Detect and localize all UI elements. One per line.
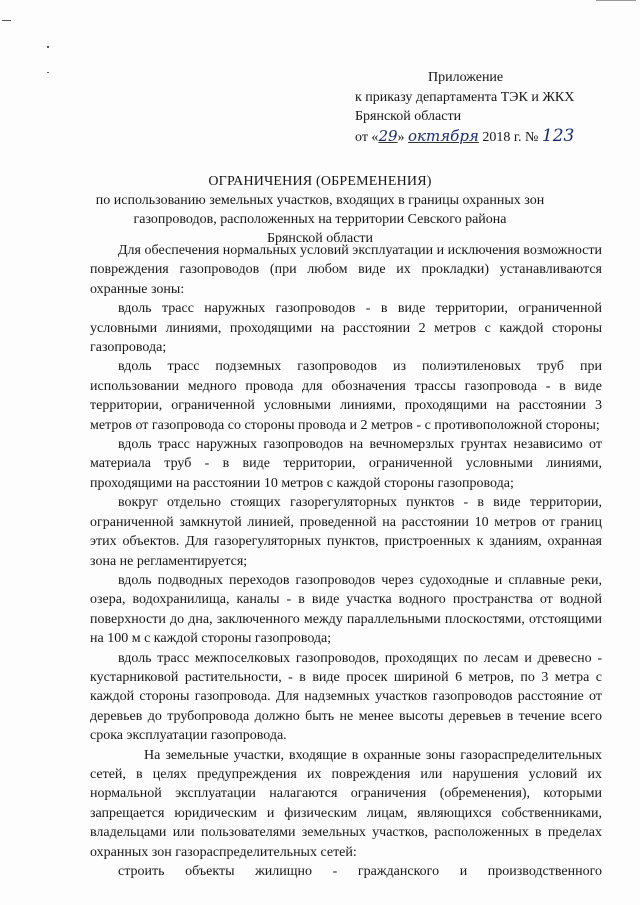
- document-body: [90, 241, 602, 881]
- paragraph-zone-underwater: вдоль подводных переходов газопроводов через судоходные и сплавные реки, озера, водохранилища, каналы - в виде участка водного пространства от водной поверхности до дна, заключенного между параллельными плоскостями, отстоящими на 100 м с каждой стороны газопровода;: [90, 572, 602, 647]
- paragraph-zone-underground: вдоль трасс подземных газопроводов из полиэтиленовых труб при использовании медного провода для обозначения трассы газопровода - в виде территории, ограниченной условными линиями, проходящими на расстоянии 3 метров от газопровода со стороны провода и 2 метров - с противоположной стороны;: [90, 359, 602, 433]
- date-year: 2018 г. №: [482, 129, 539, 145]
- title-line: газопроводов, расположенных на территории Севского района: [133, 212, 507, 227]
- title-line: по использованию земельных участков, входящих в границы охранных зон: [95, 193, 545, 208]
- date-day: 29: [378, 126, 398, 145]
- paragraph-zone-permafrost: вдоль трасс наружных газопроводов на вечномерзлых грунтах независимо от материала труб - в виде территории, ограниченной условными линиями, проходящими на расстоянии 10 метров с каждой стороны газопровода;: [90, 437, 602, 491]
- title-heading: ОГРАНИЧЕНИЯ (ОБРЕМЕНЕНИЯ): [208, 174, 432, 189]
- document-title: [0, 172, 640, 248]
- approval-block: [355, 68, 574, 147]
- scan-mark: [2, 20, 11, 21]
- paragraph-restriction-item: строить объекты жилищно - гражданского и производственного: [118, 864, 602, 879]
- scan-mark: [47, 72, 49, 73]
- scan-mark: [47, 46, 49, 48]
- order-number: 123: [541, 125, 575, 146]
- paragraph-zone-outdoor: вдоль трасс наружных газопроводов - в виде территории, ограниченной условными линиями, проходящими на расстоянии 2 метров с каждой стороны газопровода;: [90, 301, 602, 356]
- paragraph-intro: Для обеспечения нормальных условий эксплуатации и исключения возможности повреждения газопроводов (при любом виде их прокладки) устанавливаются охранные зоны:: [90, 243, 602, 297]
- paragraph-zone-forest: вдоль трасс межпоселковых газопроводов, проходящих по лесам и древесно - кустарниковой растительности, - в виде просек шириной 6 метров, по 3 метра с каждой стороны газопровода. Для надземных участков газопроводов расстояние от деревьев до трубопровода должно быть не менее высоты деревьев в течение всего срока эксплуатации газопровода.: [90, 650, 602, 744]
- scan-mark: [596, 0, 636, 1]
- date-prefix: от «: [355, 129, 379, 145]
- paragraph-restrictions: На земельные участки, входящие в охранные зоны газораспределительных сетей, в целях предупреждения их повреждения или нарушения условий их нормальной эксплуатации налагаются ограничения (обременения), которыми запрещается юридическим и физическим лицам, являющихся собственниками, владельцами или пользователями земельных участков, расположенных в пределах охранных зон газораспределительных сетей:: [90, 747, 602, 860]
- title-line: Брянской области: [266, 231, 374, 246]
- region-name: Брянской области: [355, 109, 462, 124]
- date-mid: »: [397, 129, 405, 145]
- date-month: октября: [408, 126, 479, 145]
- order-reference: к приказу департамента ТЭК и ЖКХ: [355, 89, 575, 105]
- appendix-label: Приложение: [428, 70, 504, 85]
- paragraph-zone-regulator: вокруг отдельно стоящих газорегуляторных пунктов - в виде территории, ограниченной замкнутой линией, проведенной на расстоянии 10 метров от границ этих объектов. Для газорегуляторных пунктов, пристроенных к зданиям, охранная зона не регламентируется;: [90, 495, 602, 569]
- order-date-line: [355, 127, 574, 148]
